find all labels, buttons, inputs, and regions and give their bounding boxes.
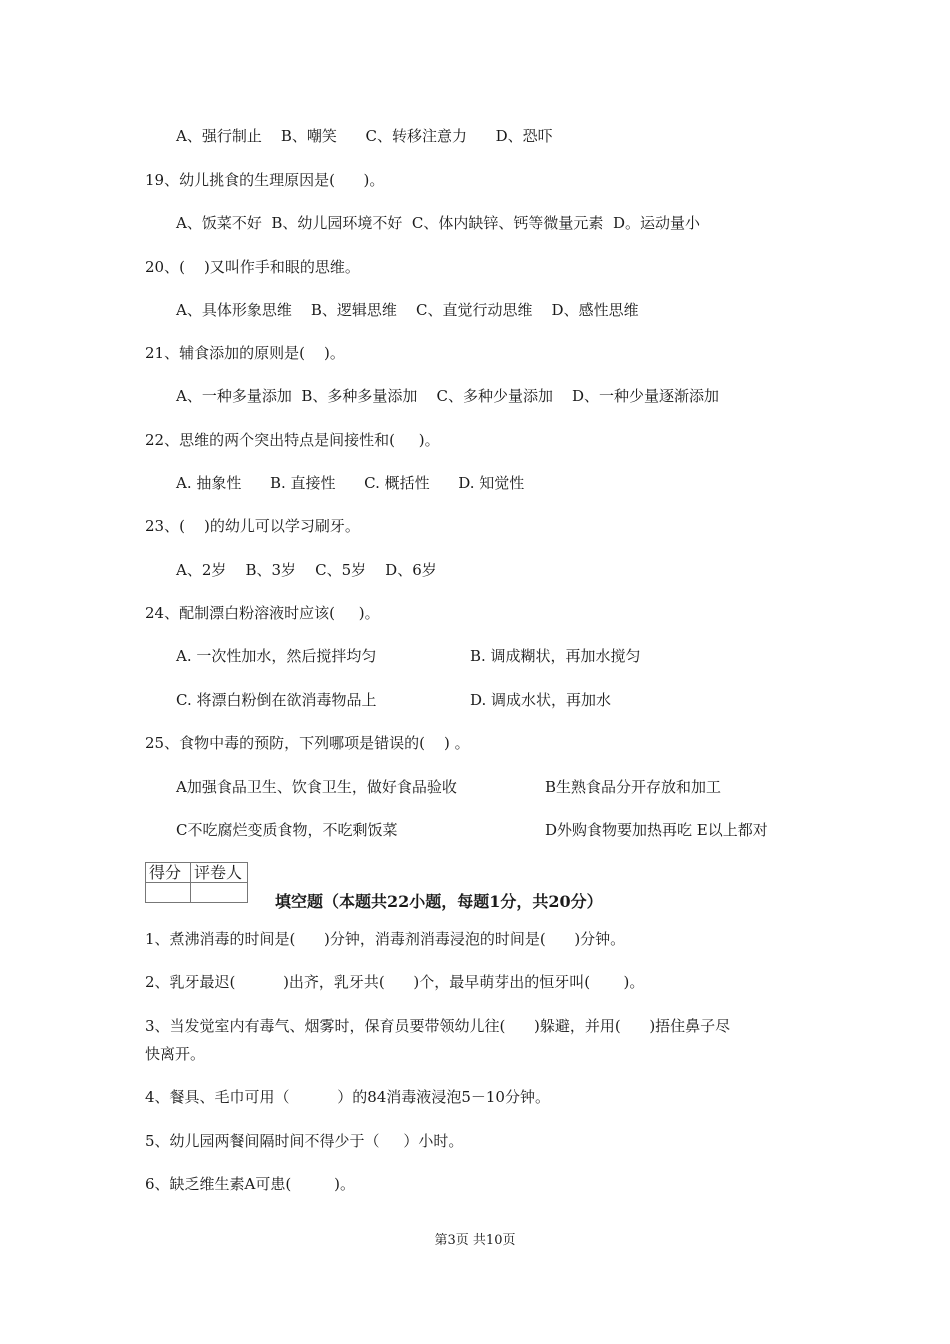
fill-blank-5: 5、幼儿园两餐间隔时间不得少于（ ）小时。	[145, 1132, 464, 1150]
question-24-option-a: A. 一次性加水，然后搅拌均匀	[176, 647, 377, 665]
question-24-option-c: C. 将漂白粉倒在欲消毒物品上	[176, 691, 377, 709]
question-25-stem: 25、食物中毒的预防，下列哪项是错误的( ) 。	[145, 734, 470, 752]
fill-blank-3: 3、当发觉室内有毒气、烟雾时，保育员要带领幼儿往( )躲避，并用( )捂住鼻子尽	[145, 1017, 731, 1035]
question-22-options: A. 抽象性 B. 直接性 C. 概括性 D. 知觉性	[176, 474, 525, 492]
question-18-options: A、强行制止 B、嘲笑 C、转移注意力 D、恐吓	[176, 127, 553, 145]
question-25-option-c: C不吃腐烂变质食物，不吃剩饭菜	[176, 821, 398, 839]
fill-blank-6: 6、缺乏维生素A可患( )。	[145, 1175, 355, 1193]
reviewer-label: 评卷人	[191, 863, 248, 883]
reviewer-cell	[191, 883, 248, 903]
question-23-options: A、2岁 B、3岁 C、5岁 D、6岁	[176, 561, 437, 579]
score-table	[145, 862, 248, 903]
question-24-stem: 24、配制漂白粉溶液时应该( )。	[145, 604, 380, 622]
question-23-stem: 23、( )的幼儿可以学习刷牙。	[145, 517, 360, 535]
question-19-options: A、饭菜不好 B、幼儿园环境不好 C、体内缺锌、钙等微量元素 D。运动量小	[176, 214, 700, 232]
score-label: 得分	[146, 863, 191, 883]
question-19-stem: 19、幼儿挑食的生理原因是( )。	[145, 171, 385, 189]
section-title: 填空题（本题共22小题，每题1分，共20分）	[275, 892, 603, 911]
question-20-stem: 20、( )又叫作手和眼的思维。	[145, 258, 360, 276]
question-21-options: A、一种多量添加 B、多种多量添加 C、多种少量添加 D、一种少量逐渐添加	[176, 387, 720, 405]
question-24-option-d: D. 调成水状，再加水	[470, 691, 612, 709]
fill-blank-4: 4、餐具、毛巾可用（ ）的84消毒液浸泡5－10分钟。	[145, 1088, 550, 1106]
fill-blank-3-continued: 快离开。	[145, 1045, 206, 1063]
question-25-option-a: A加强食品卫生、饮食卫生，做好食品验收	[176, 778, 457, 796]
question-24-option-b: B. 调成糊状，再加水搅匀	[470, 647, 641, 665]
fill-blank-2: 2、乳牙最迟( )出齐，乳牙共( )个，最早萌芽出的恒牙叫( )。	[145, 973, 645, 991]
score-cell	[146, 883, 191, 903]
fill-blank-1: 1、煮沸消毒的时间是( )分钟，消毒剂消毒浸泡的时间是( )分钟。	[145, 930, 626, 948]
question-25-option-b: B生熟食品分开存放和加工	[545, 778, 722, 796]
page-footer: 第3页 共10页	[434, 1233, 516, 1248]
question-20-options: A、具体形象思维 B、逻辑思维 C、直觉行动思维 D、感性思维	[176, 301, 639, 319]
question-22-stem: 22、思维的两个突出特点是间接性和( )。	[145, 431, 440, 449]
question-25-option-d: D外购食物要加热再吃 E以上都对	[545, 821, 768, 839]
question-21-stem: 21、辅食添加的原则是( )。	[145, 344, 345, 362]
